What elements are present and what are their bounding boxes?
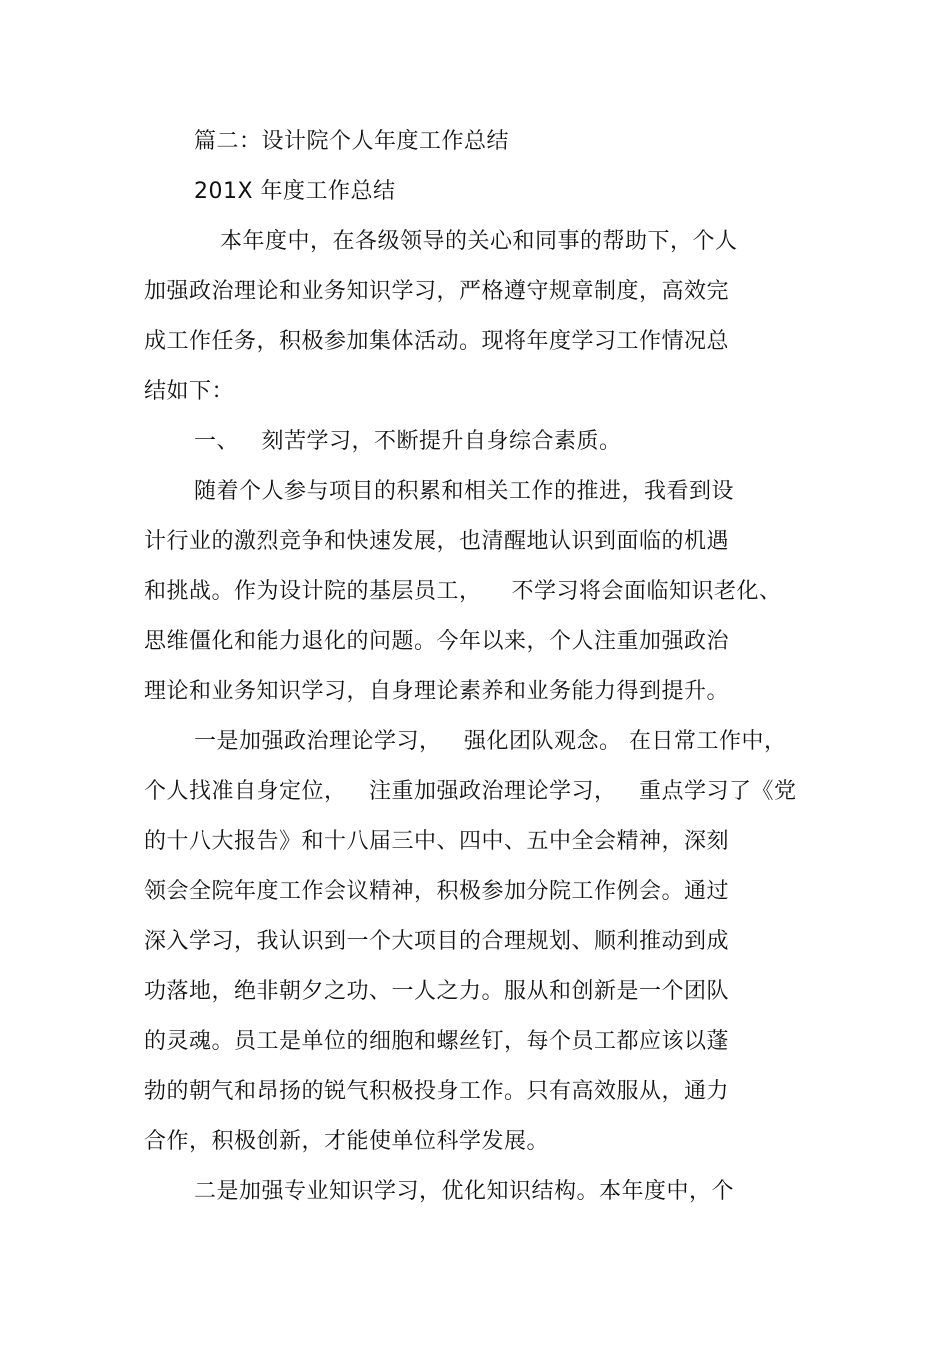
paragraph-line: 深入学习，我认识到一个大项目的合理规划、顺利推动到成 (144, 929, 730, 954)
document-subheading: 201X 年度工作总结 (194, 179, 396, 204)
paragraph-line: 计行业的激烈竞争和快速发展，也清醒地认识到面临的机遇 (144, 529, 730, 554)
document-heading: 篇二：设计院个人年度工作总结 (194, 129, 510, 154)
paragraph-line: 二是加强专业知识学习，优化知识结构。本年度中，个 (194, 1179, 735, 1204)
paragraph-line: 一是加强政治理论学习， 强化团队观念。 在日常工作中， (194, 729, 787, 754)
paragraph-line: 合作，积极创新，才能使单位科学发展。 (144, 1129, 550, 1154)
paragraph-line: 成工作任务，积极参加集体活动。现将年度学习工作情况总 (144, 329, 730, 354)
paragraph-line: 随着个人参与项目的积累和相关工作的推进，我看到设 (194, 479, 735, 504)
paragraph-line: 理论和业务知识学习，自身理论素养和业务能力得到提升。 (144, 679, 730, 704)
paragraph-line: 勃的朝气和昂扬的锐气积极投身工作。只有高效服从，通力 (144, 1079, 730, 1104)
paragraph-line: 功落地，绝非朝夕之功、一人之力。服从和创新是一个团队 (144, 979, 730, 1004)
paragraph-line: 领会全院年度工作会议精神，积极参加分院工作例会。通过 (144, 879, 730, 904)
paragraph-line: 加强政治理论和业务知识学习，严格遵守规章制度，高效完 (144, 279, 730, 304)
paragraph-line: 思维僵化和能力退化的问题。今年以来，个人注重加强政治 (144, 629, 730, 654)
paragraph-line: 的十八大报告》和十八届三中、四中、五中全会精神，深刻 (144, 829, 730, 854)
paragraph-line: 个人找准自身定位， 注重加强政治理论学习， 重点学习了《党 (144, 779, 797, 804)
section-heading: 一、 刻苦学习，不断提升自身综合素质。 (194, 429, 622, 454)
paragraph-line: 本年度中，在各级领导的关心和同事的帮助下，个人 (220, 229, 738, 254)
paragraph-line: 和挑战。作为设计院的基层员工， 不学习将会面临知识老化、 (144, 579, 782, 604)
paragraph-line: 结如下： (144, 379, 235, 404)
paragraph-line: 的灵魂。员工是单位的细胞和螺丝钉，每个员工都应该以蓬 (144, 1029, 730, 1054)
